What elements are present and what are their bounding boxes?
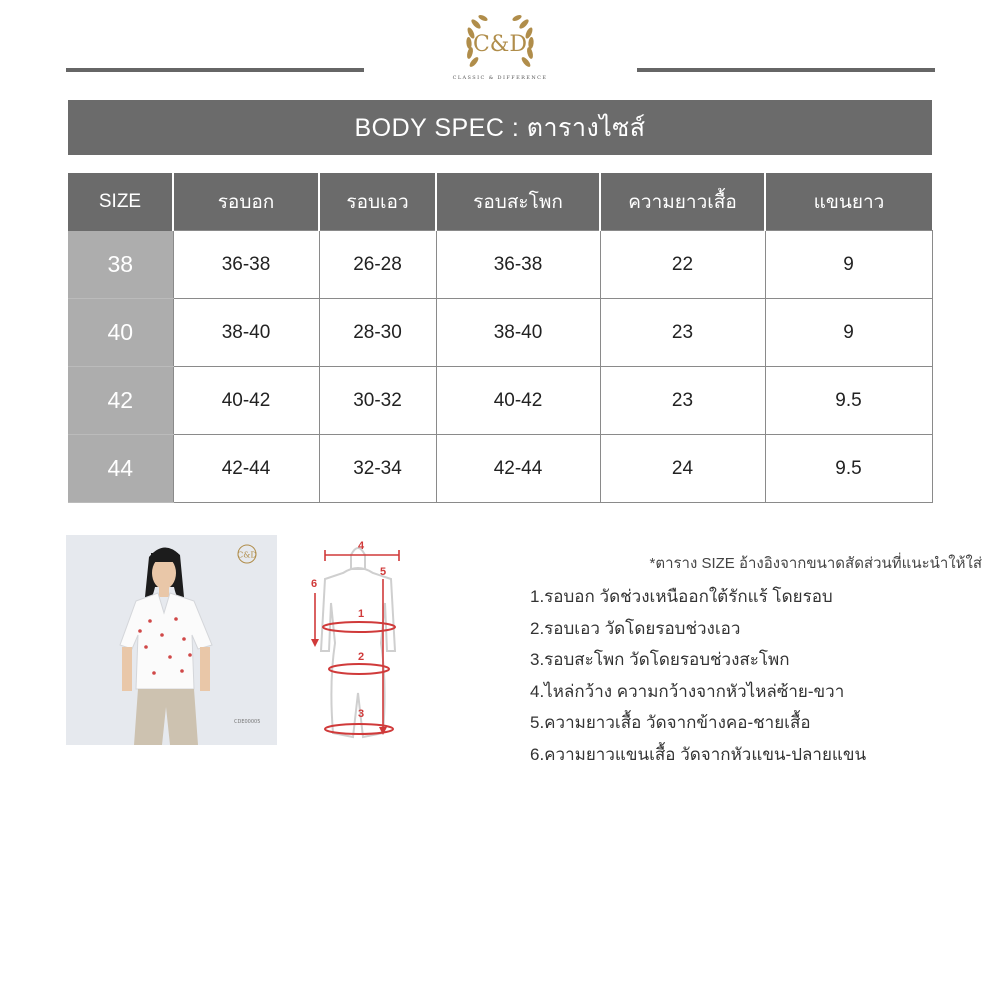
table-cell: 40-42 <box>173 367 319 435</box>
product-photo <box>66 535 277 745</box>
page-title: BODY SPEC : ตารางไซส์ <box>68 100 932 155</box>
table-cell: 36-38 <box>173 231 319 299</box>
header-waist: รอบเอว <box>319 173 436 231</box>
diagram-label-5: 5 <box>379 566 387 578</box>
table-cell: 30-32 <box>319 367 436 435</box>
table-cell: 40-42 <box>436 367 600 435</box>
diagram-label-1: 1 <box>357 608 365 620</box>
table-cell: 32-34 <box>319 435 436 503</box>
table-cell: 42-44 <box>173 435 319 503</box>
header-chest: รอบอก <box>173 173 319 231</box>
size-cell: 38 <box>68 231 173 299</box>
svg-text:C&D: C&D <box>237 550 257 560</box>
size-cell: 40 <box>68 299 173 367</box>
diagram-label-4: 4 <box>357 540 365 552</box>
table-row <box>68 367 932 435</box>
divider-left <box>66 68 364 72</box>
size-cell: 42 <box>68 367 173 435</box>
table-cell: 22 <box>600 231 765 299</box>
table-cell: 24 <box>600 435 765 503</box>
diagram-label-2: 2 <box>357 651 365 663</box>
table-cell: 38-40 <box>173 299 319 367</box>
table-cell: 42-44 <box>436 435 600 503</box>
diagram-label-3: 3 <box>357 708 365 720</box>
size-cell: 44 <box>68 435 173 503</box>
table-cell: 9 <box>765 231 932 299</box>
notes-heading: *ตาราง SIZE อ้างอิงจากขนาดสัดส่วนที่แนะนำให้ใส่ <box>649 555 982 572</box>
table-cell: 26-28 <box>319 231 436 299</box>
table-cell: 38-40 <box>436 299 600 367</box>
table-cell: 28-30 <box>319 299 436 367</box>
header-hip: รอบสะโพก <box>436 173 600 231</box>
table-header-row <box>68 173 932 231</box>
brand-tagline: CLASSIC & DIFFERENCE <box>452 75 548 81</box>
table-cell: 36-38 <box>436 231 600 299</box>
note-item: 4.ไหล่กว้าง ความกว้างจากหัวไหล่ซ้าย-ขวา <box>530 681 845 701</box>
header-size: SIZE <box>68 173 173 231</box>
note-item: 5.ความยาวเสื้อ วัดจากข้างคอ-ชายเสื้อ <box>530 713 811 732</box>
measurement-notes <box>520 551 990 770</box>
note-item: 3.รอบสะโพก วัดโดยรอบช่วงสะโพก <box>530 650 790 669</box>
header-sleeve-length: แขนยาว <box>765 173 932 231</box>
table-row <box>68 299 932 367</box>
table-cell: 9.5 <box>765 367 932 435</box>
header-shirt-length: ความยาวเสื้อ <box>600 173 765 231</box>
product-logo-icon <box>236 543 258 565</box>
logo-text: C&D <box>472 32 528 57</box>
table-cell: 9 <box>765 299 932 367</box>
diagram-label-6: 6 <box>310 578 318 590</box>
table-cell: 9.5 <box>765 435 932 503</box>
table-cell: 23 <box>600 367 765 435</box>
divider-right <box>637 68 935 72</box>
product-code: CDE00005 <box>234 719 261 725</box>
table-row <box>68 435 932 503</box>
table-cell: 23 <box>600 299 765 367</box>
size-table <box>68 173 933 503</box>
measurement-diagram <box>303 533 413 755</box>
note-item: 6.ความยาวแขนเสื้อ วัดจากหัวแขน-ปลายแขน <box>530 744 867 764</box>
note-item: 2.รอบเอว วัดโดยรอบช่วงเอว <box>530 618 741 638</box>
table-row <box>68 231 932 299</box>
note-item: 1.รอบอก วัดช่วงเหนืออกใต้รักแร้ โดยรอบ <box>530 587 833 606</box>
